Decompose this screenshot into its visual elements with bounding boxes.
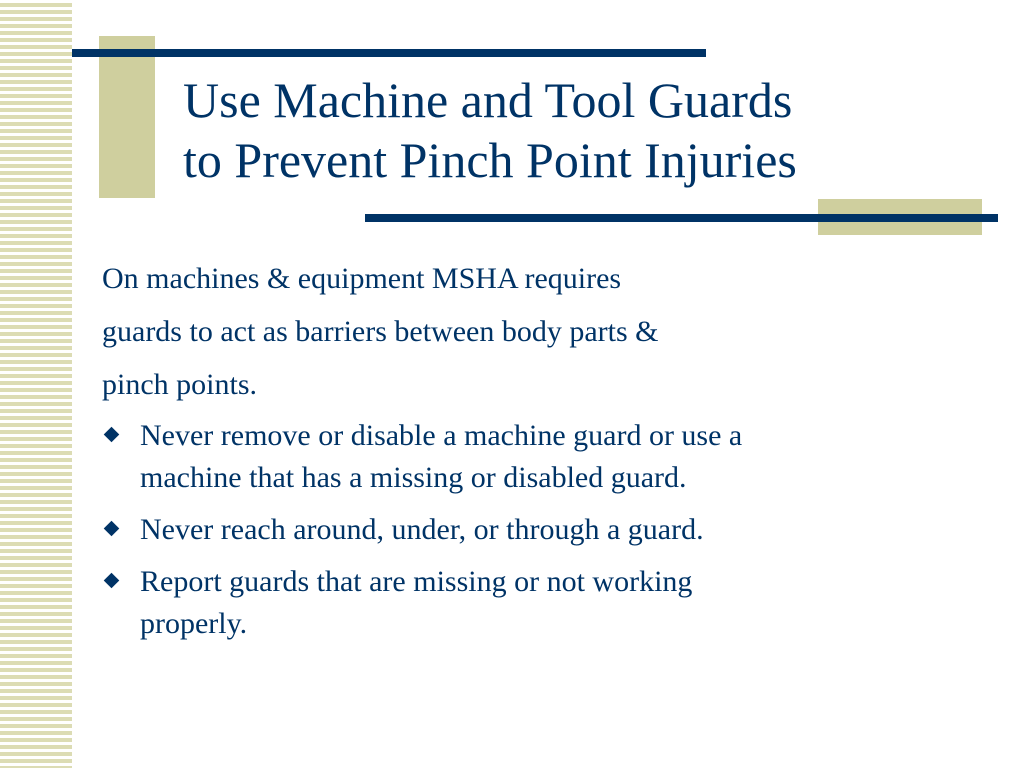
bullet-3-line-2: properly. [140, 607, 248, 640]
bullet-list [102, 415, 982, 645]
bullet-text [140, 509, 982, 551]
bullet-item [102, 561, 982, 645]
slide-title-line-1: Use Machine and Tool Guards [183, 72, 793, 128]
diamond-bullet-icon [104, 573, 120, 589]
slide-title-line-2: to Prevent Pinch Point Injuries [183, 132, 797, 188]
decorative-block-left [99, 36, 155, 198]
intro-line-2: guards to act as barriers between body parts & [102, 315, 659, 348]
bullet-text [140, 561, 982, 645]
slide-title [183, 70, 983, 190]
bullet-3-line-1: Report guards that are missing or not working [140, 565, 693, 598]
diamond-bullet-icon [104, 521, 120, 537]
bullet-text [140, 415, 982, 499]
decorative-stripe-margin [0, 0, 72, 768]
intro-line-1: On machines & equipment MSHA requires [102, 262, 622, 295]
intro-line-3: pinch points. [102, 368, 257, 401]
diamond-bullet-icon [104, 427, 120, 443]
title-rule-bottom [365, 214, 998, 222]
bullet-1-line-1: Never remove or disable a machine guard or use a [140, 419, 743, 452]
bullet-1-line-2: machine that has a missing or disabled guard. [140, 461, 687, 494]
title-rule-top [72, 49, 706, 57]
slide-body [102, 252, 982, 655]
bullet-2-line-1: Never reach around, under, or through a guard. [140, 513, 704, 546]
intro-paragraph [102, 252, 982, 411]
bullet-item [102, 415, 982, 499]
bullet-item [102, 509, 982, 551]
